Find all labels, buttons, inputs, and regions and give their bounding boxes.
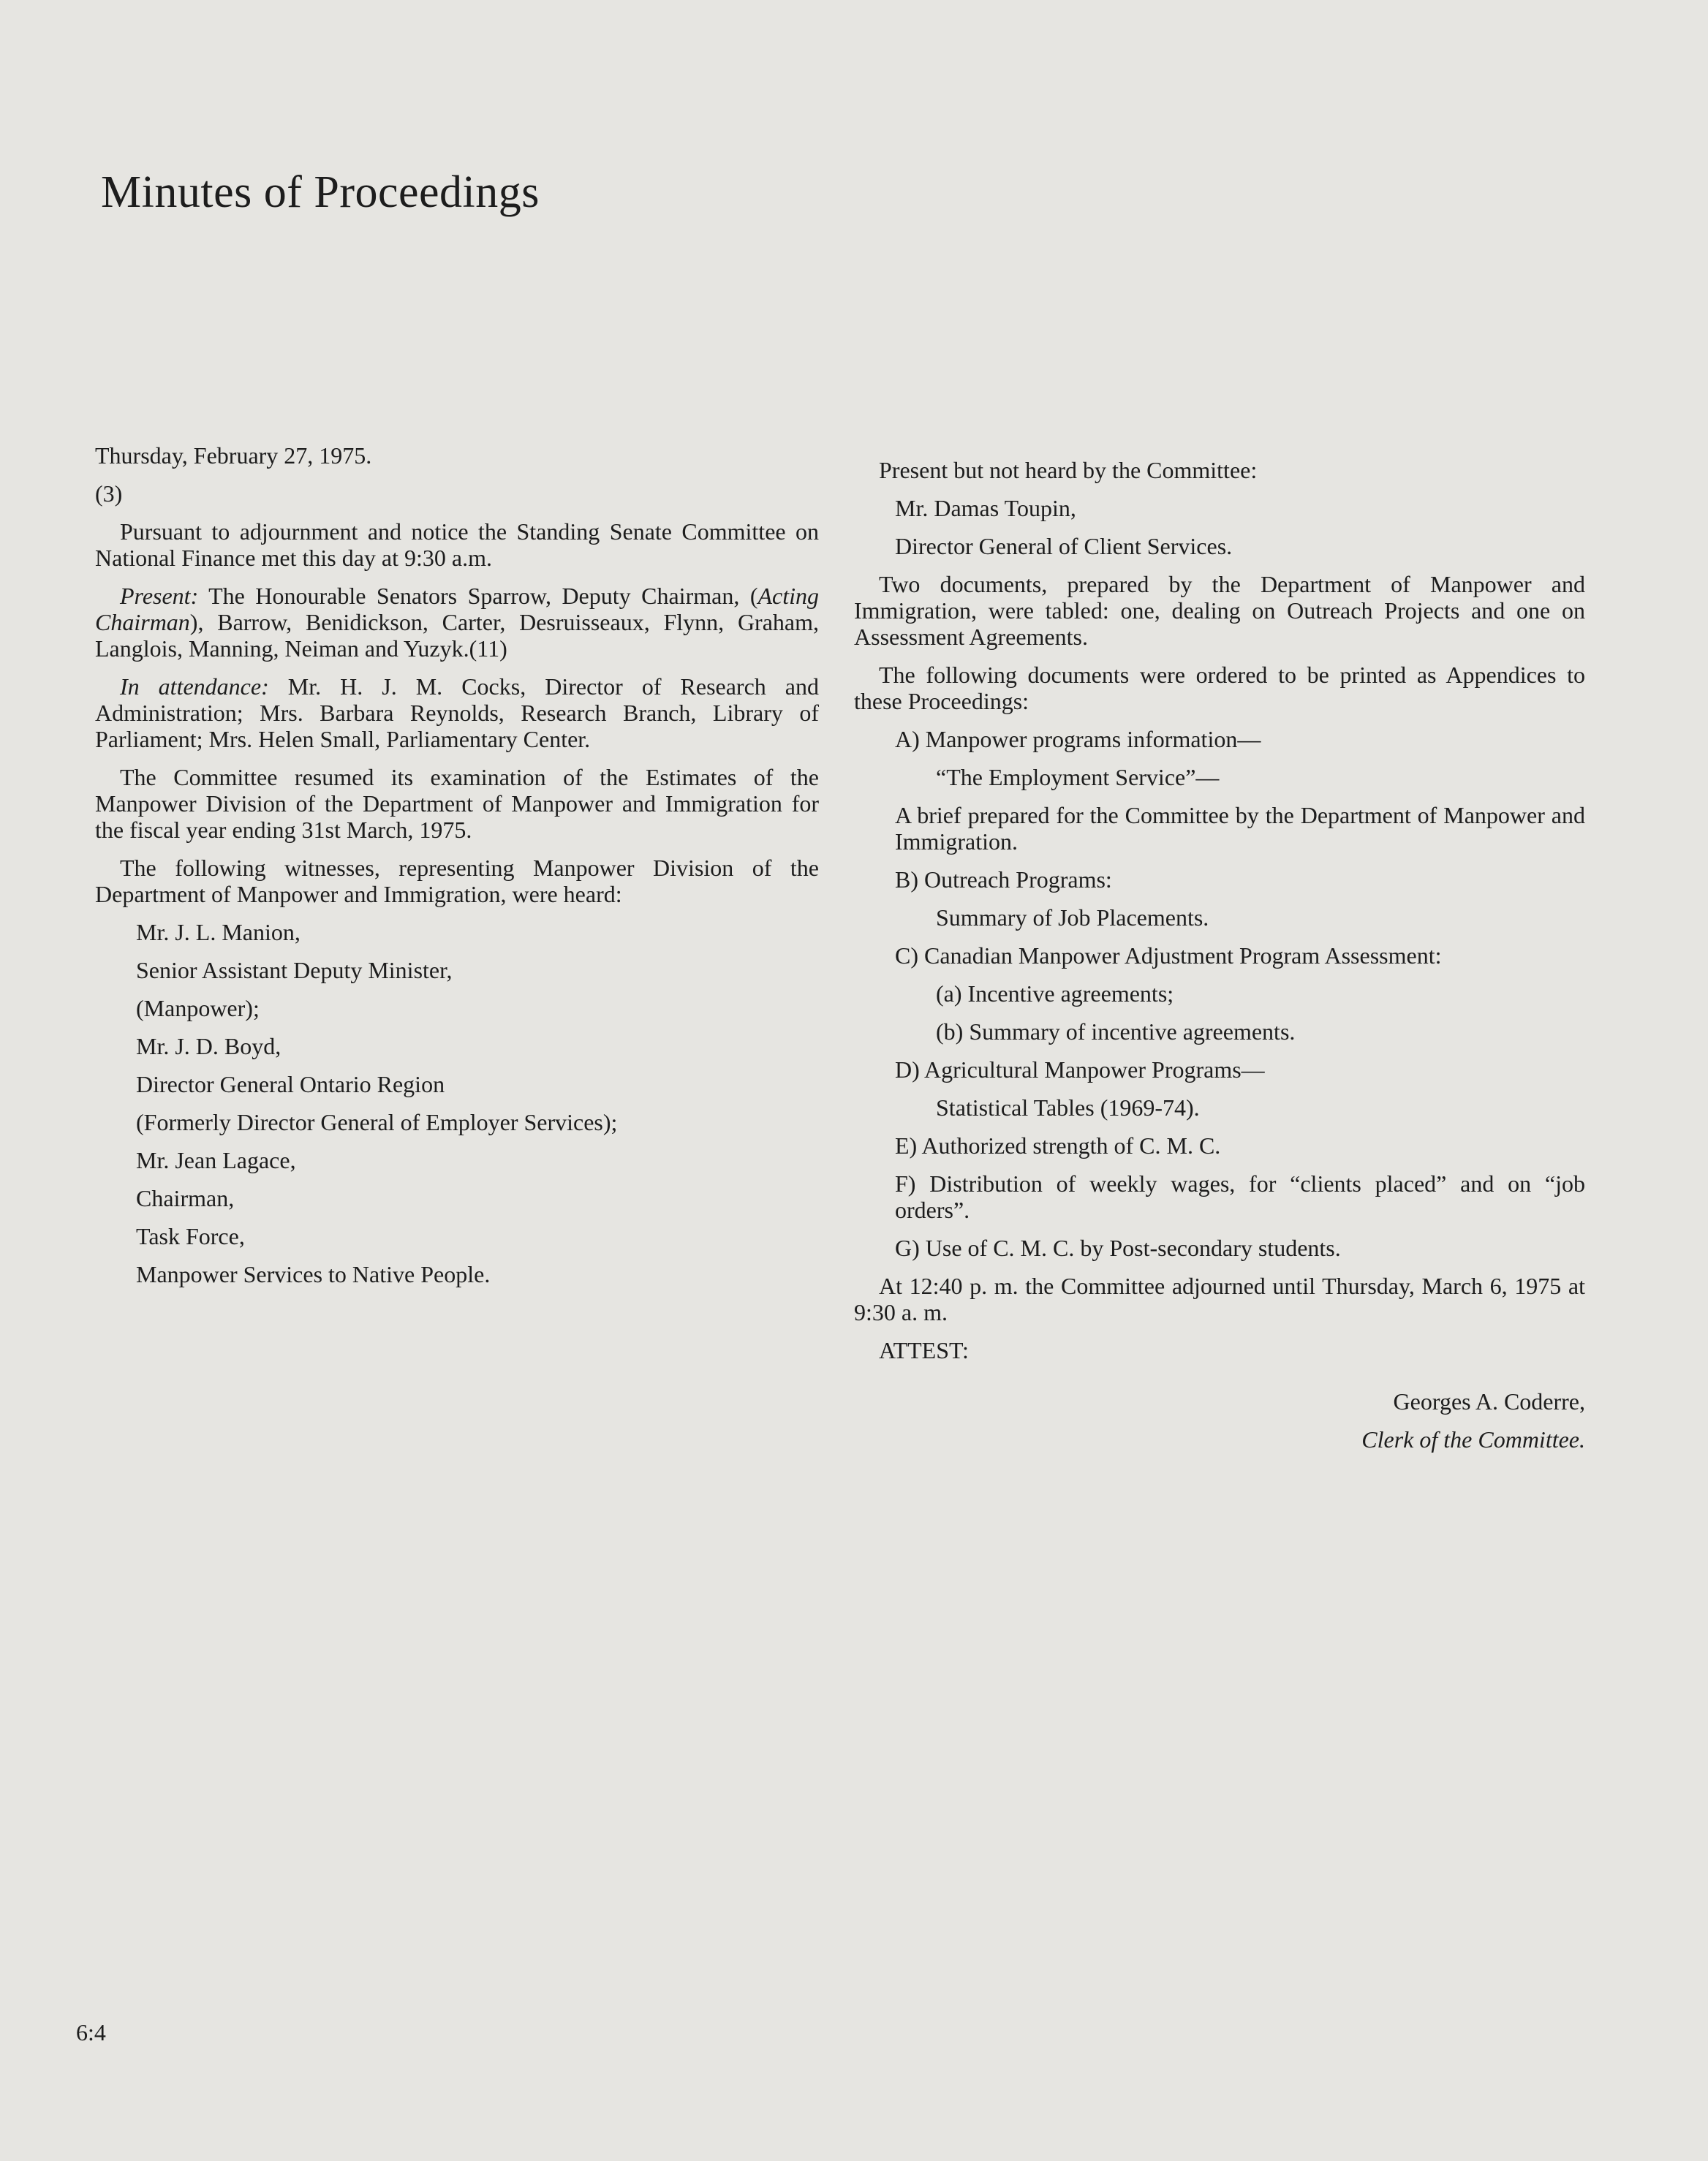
witness-line: Mr. J. L. Manion,: [136, 919, 301, 945]
page-title: Minutes of Proceedings: [101, 167, 540, 217]
paragraph-attendance: [95, 673, 819, 752]
witness-line: Chairman,: [136, 1185, 235, 1211]
appendix-c: C) Canadian Manpower Adjustment Program Assessment:: [895, 942, 1442, 969]
left-column: [95, 442, 819, 1299]
appendix-c-a: (a) Incentive agreements;: [936, 980, 1174, 1007]
witness-line: Mr. Jean Lagace,: [136, 1147, 296, 1173]
attendance-label: In attendance:: [120, 673, 269, 700]
paragraph-adjourned: At 12:40 p. m. the Committee adjourned until Thursday, March 6, 1975 at 9:30 a. m.: [854, 1273, 1585, 1325]
toupin-name: Mr. Damas Toupin,: [895, 495, 1076, 521]
paragraph-present: [95, 583, 819, 662]
appendix-b-sub: Summary of Job Placements.: [936, 904, 1209, 931]
appendix-d: D) Agricultural Manpower Programs—: [895, 1056, 1265, 1083]
page-number: 6:4: [76, 2019, 106, 2045]
present-not-heard: Present but not heard by the Committee:: [879, 457, 1258, 483]
appendix-f: F) Distribution of weekly wages, for “clients placed” and on “job orders”.: [895, 1170, 1585, 1223]
present-label: Present:: [120, 583, 199, 609]
appendix-b: B) Outreach Programs:: [895, 866, 1112, 893]
acting-chairman-text: Acting Chairman: [95, 583, 819, 635]
appendix-a-desc: A brief prepared for the Committee by the Department of Manpower and Immigration.: [895, 802, 1585, 855]
paragraph-witnesses: The following witnesses, representing Manpower Division of the Department of Manpower and Immigration, were heard:: [95, 855, 819, 907]
appendix-c-b: (b) Summary of incentive agreements.: [936, 1018, 1296, 1045]
paragraph-documents: Two documents, prepared by the Department of Manpower and Immigration, were tabled: one, dealing on Outreach Projects and one on Assessment Agreements.: [854, 571, 1585, 650]
appendix-e: E) Authorized strength of C. M. C.: [895, 1132, 1221, 1159]
paragraph-ordered: The following documents were ordered to be printed as Appendices to these Proceedings:: [854, 662, 1585, 714]
clerk-title: Clerk of the Committee.: [1361, 1426, 1585, 1453]
paragraph-pursuant: Pursuant to adjournment and notice the Standing Senate Committee on National Finance met this day at 9:30 a.m.: [95, 518, 819, 571]
meeting-number: (3): [95, 480, 123, 507]
present-text-2: ), Barrow, Benidickson, Carter, Desruisseaux, Flynn, Graham, Langlois, Manning, Neiman and Yuzyk.(11): [95, 609, 819, 662]
witness-line: Mr. J. D. Boyd,: [136, 1033, 281, 1059]
witness-line: Task Force,: [136, 1223, 245, 1249]
appendix-a: A) Manpower programs information—: [895, 726, 1261, 752]
clerk-name: Georges A. Coderre,: [1393, 1388, 1585, 1415]
witness-line: Director General Ontario Region: [136, 1071, 445, 1097]
meeting-date: Thursday, February 27, 1975.: [95, 442, 372, 469]
appendix-a-sub: “The Employment Service”—: [936, 764, 1220, 790]
right-column: [854, 457, 1585, 1464]
witness-line: (Formerly Director General of Employer Services);: [136, 1109, 618, 1135]
present-text-1: The Honourable Senators Sparrow, Deputy Chairman, (: [198, 583, 758, 609]
appendix-g: G) Use of C. M. C. by Post-secondary students.: [895, 1235, 1341, 1261]
attest-label: ATTEST:: [879, 1337, 969, 1363]
witness-line: Manpower Services to Native People.: [136, 1261, 491, 1287]
witness-list: [95, 919, 819, 1287]
paragraph-resumed: The Committee resumed its examination of the Estimates of the Manpower Division of the Department of Manpower and Immigration for the fiscal year ending 31st March, 1975.: [95, 764, 819, 843]
toupin-title: Director General of Client Services.: [895, 533, 1233, 559]
appendix-d-sub: Statistical Tables (1969-74).: [936, 1094, 1200, 1121]
witness-line: Senior Assistant Deputy Minister,: [136, 957, 453, 983]
attendance-text: Mr. H. J. M. Cocks, Director of Research and Administration; Mrs. Barbara Reynolds, Research Branch, Library of Parliament; Mrs. Helen Small, Parliamentary Center.: [95, 673, 820, 752]
signature-block: [854, 1388, 1585, 1453]
witness-line: (Manpower);: [136, 995, 260, 1021]
